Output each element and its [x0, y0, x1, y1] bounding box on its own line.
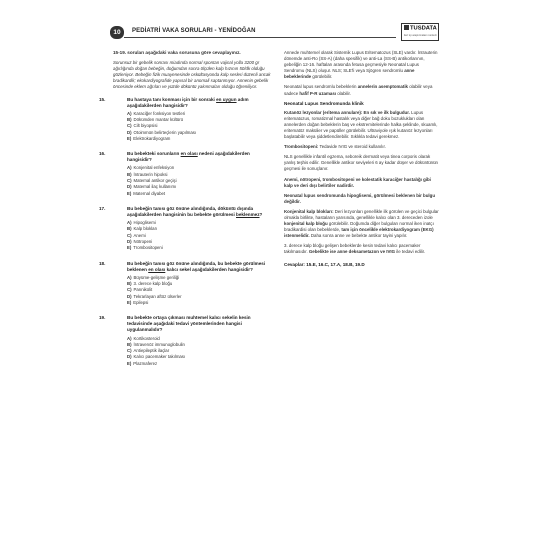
intro-title: 15-19. soruları aşağıdaki vaka sorusuna göre cevaplayınız.: [113, 50, 241, 55]
option-letter: E): [127, 190, 132, 196]
option-text: Anemi: [133, 232, 146, 238]
explanation-paragraph-2: Neonatal lupus sendromlu bebeklerin annelerin asemptomatik olabilir veya sadece hafif P-R uzaması olabilir.: [284, 84, 433, 96]
option-letter: B): [127, 281, 132, 287]
question-item: [99, 96, 273, 143]
explanation-paragraph-1: Annede muhtemel olarak Sistemik Lupus Eritematozus (SLE) vardır. İntrauterin dönemde anti-Ro (SS-A) (daha spesifik) ve anti-La (SS-B) antikorlarının, gebeliğin 12-16. haftaları arasında fetusa geçmesiyle Neonatal Lupus Sendromu (NLS) oluşur. NLS; SLE'li veya Sjögren sendromlu anne bebeklerinde görülebilir.: [284, 50, 438, 80]
option-text: Trombositopeni: [133, 245, 163, 251]
option-letter: A): [127, 110, 132, 116]
option-letter: D): [127, 184, 132, 190]
question-stem: 16. Bu bebekteki sorunların en olası nedeni aşağıdakilerden hangisidir?: [99, 151, 250, 163]
section-heading: Neonatal Lupus Sendromunda klinik: [284, 100, 364, 106]
explanation-paragraph-5: NLS genellikle infantil egzema, seboreik dermatit veya tinea corporis olarak yanlış teşhis edilir. Genellikle antikor seviyeleri 6 ay kadar düşer ve döküntünün geçmesi ile sonuçlanır.: [284, 154, 438, 172]
option-text: Epilepsi: [133, 299, 149, 305]
option-letter: A): [127, 220, 132, 226]
option-text: Pannikülit: [133, 287, 153, 293]
case-text: Sorunsuz bir gebelik sonrası miadında normal spontan vajinal yolla 3200 gr ağırlığında doğan bebeğin, doğumdan sonra ölçülen kalp hızının 50/dk olduğu gözleniyor. Bebeğin fizik muayenesinde oskültasyonda kalp sesleri düzenli ancak bradikardik; ekokardiyografide yapısal bir anomali saptanmıyor. Annenin gebelik öncesinde eklem ağrıları ve yüzde döküntü yakınmaları olduğu öğreniliyor.: [113, 60, 271, 90]
question-number: 17.: [99, 205, 106, 211]
option-text: Plazmaferez: [133, 360, 158, 366]
option-text: Elektrokardiyogram: [133, 135, 171, 141]
question-stem: 19. Bu bebekte ortaya çıkması muhtemel kalıcı sekelin kesin tedavisinde aşağıdaki tedavi yöntemlerinden hangisi uygulanmalıdır?: [99, 315, 251, 333]
option-text: Antiepileptik ilaçlar: [133, 348, 170, 354]
question-number: 15.: [99, 96, 106, 102]
question-list: [99, 96, 273, 367]
answer-options: [127, 275, 273, 306]
option-text: Nötropeni: [133, 238, 153, 244]
option-text: Büyüme-gelişme geriliği: [133, 274, 180, 280]
header-divider: [124, 37, 396, 38]
answer-option: [127, 245, 273, 251]
page-number: 10: [110, 26, 124, 39]
option-text: Kalıcı pacemaker takılması: [133, 354, 186, 360]
answer-option: [127, 136, 273, 142]
option-text: Maternal diyabet: [133, 190, 166, 196]
option-letter: D): [127, 129, 132, 135]
answer-options: [127, 165, 273, 196]
answer-option: [127, 361, 273, 367]
option-text: İntrauterin hipoksi: [133, 171, 168, 177]
option-text: Kalp blokları: [133, 226, 158, 232]
running-title: PEDİATRİ VAKA SORULARI - YENİDOĞAN: [132, 28, 256, 34]
option-text: Maternal ilaç kullanımı: [133, 184, 177, 190]
option-text: 3. derece kalp bloğu: [133, 281, 173, 287]
question-item: [99, 205, 273, 252]
option-text: Cilt biyopsisi: [133, 123, 158, 129]
explanation-paragraph-9: 3. derece kalp bloğu gelişen bebeklerde kesin tedavi kalıcı pacemaker takılmasıdır. Gebelikte ise anne deksametazon ve IVIG ile tedavi edilir.: [284, 243, 426, 255]
tusdata-logo: [401, 23, 439, 41]
option-letter: B): [127, 226, 132, 232]
option-letter: C): [127, 348, 132, 354]
option-letter: D): [127, 293, 132, 299]
explanation-paragraph-7: Neonatal lupus sendromunda hipoglisemi, görülmesi beklenen bir bulgu değildir.: [284, 192, 436, 204]
option-letter: A): [127, 274, 132, 280]
option-letter: C): [127, 232, 132, 238]
option-letter: E): [127, 135, 132, 141]
question-stem: 15. Bu hastaya tanı konması için bir sonraki en uygun adım aşağıdakilerden hangisidir?: [99, 96, 249, 108]
question-stem: 17. Bu bebeğin tanısı göz önüne alındığında, döküntü dışında aşağıdakilerden hangisinin bu bebekte görülmesi beklenmez?: [99, 205, 263, 217]
option-letter: D): [127, 238, 132, 244]
option-text: Hipoglisemi: [133, 220, 156, 226]
option-letter: A): [127, 165, 132, 171]
question-stem: 18. Bu bebeğin tanısı göz önüne alındığında, bu bebekte görülmesi beklenen en olası kalıcı sekel aşağıdakilerden hangisidir?: [99, 260, 266, 272]
answer-options: [127, 111, 273, 142]
option-letter: C): [127, 178, 132, 184]
option-letter: C): [127, 123, 132, 129]
option-text: Tekrarlayan aftöz ülserler: [133, 293, 182, 299]
question-number: 18.: [99, 260, 106, 266]
answer-options: [127, 336, 273, 367]
explanation-column: [284, 50, 440, 267]
option-letter: B): [127, 117, 132, 123]
option-text: Otoimmün belirteçlerin yapılması: [133, 129, 197, 135]
option-letter: A): [127, 335, 132, 341]
option-letter: B): [127, 171, 132, 177]
logo-text: TUSDATA: [410, 25, 437, 32]
option-letter: C): [127, 287, 132, 293]
question-item: [99, 260, 273, 307]
question-number: 19.: [99, 315, 106, 321]
explanation-paragraph-6: Anemi, nötropeni, trombositopeni ve kolestatik karaciğer hastalığı gibi kalp ve deri dışı belirtiler nadirdir.: [284, 176, 431, 188]
option-text: Dökümden mantar kültürü: [133, 117, 183, 123]
question-number: 16.: [99, 151, 106, 157]
logo-subtitle: ileri tıp araştırmaları merkezi: [404, 34, 437, 37]
option-letter: D): [127, 354, 132, 360]
answer-option: [127, 191, 273, 197]
questions-column: [99, 50, 273, 367]
option-letter: E): [127, 360, 132, 366]
question-item: [99, 315, 273, 367]
option-text: Karaciğer fonksiyon testleri: [133, 110, 186, 116]
page-header: [110, 26, 440, 39]
option-text: İntravenöz immunoglobulin: [133, 341, 185, 347]
answer-key: Cevaplar: 15.E, 16.C, 17.A, 18.B, 19.D: [284, 261, 365, 267]
logo-mark-icon: [404, 25, 409, 30]
option-text: Maternal antikor geçişi: [133, 178, 177, 184]
option-letter: E): [127, 245, 132, 251]
explanation-paragraph-8: Konjenital kalp blokları: Deri lezyonları genellikle ilk görülen ve geçici bulgular olmakla birlikte, hastaların yarısında, genellikle kalıcı olan 3. dereceden izole konjenital kalp bloğu görülebilir. Doğumda diğer bulguları normal iken inatçı bradikardisi olan bebeklerde, tam için öncelikle elektrokardiyogram (EKG) istenmelidir. Daha sonra anne ve bebekte antikor tayini yapılır.: [284, 208, 439, 239]
explanation-paragraph-4: Trombositopeni: Tedavide IVIG ve steroid kullanılır.: [284, 144, 386, 150]
option-text: Kortikosteroid: [133, 335, 160, 341]
answer-option: [127, 300, 273, 306]
option-text: Konjenital enfeksiyon: [133, 165, 175, 171]
option-letter: E): [127, 299, 132, 305]
answer-options: [127, 220, 273, 251]
option-letter: B): [127, 341, 132, 347]
explanation-paragraph-3: Kutanöz lezyonlar (eritema annulare): En sık ve ilk bulgudur. Lupus eritematozus, romatizmal hastalık veya diğer bağ doku bozuklukları olan annelerden doğan bebeklerin baş ve ekstremitelerinde halka şeklinde, skuamlı, eritematöz makülier ve papüller görülebilir. Ultraviyole ışık kutanöz lezyonları başlatabilir veya şiddetlendirebilir. Sıklıkla tedavi gerekmez.: [284, 109, 438, 140]
question-item: [99, 151, 273, 197]
